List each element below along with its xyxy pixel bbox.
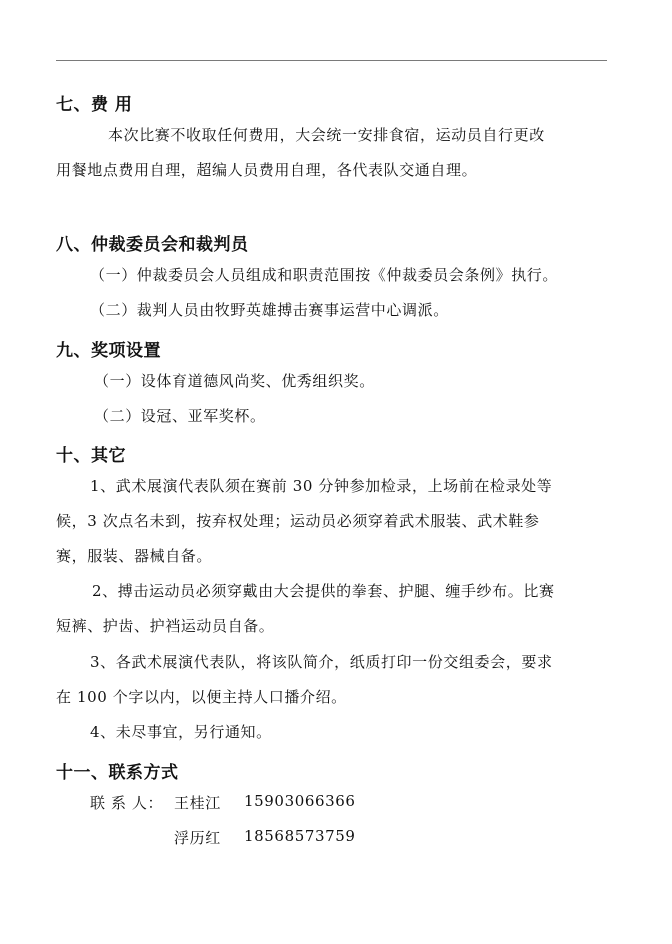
contact-label: 联 系 人： [90,794,164,812]
others-line-1: 1、武术展演代表队须在赛前 30 分钟参加检录，上场前在检录处等 [90,477,553,495]
arbitration-line-1: （一）仲裁委员会人员组成和职责范围按《仲裁委员会条例》执行。 [90,266,559,284]
section-heading-others: 十、其它 [56,446,126,466]
section-heading-awards: 九、奖项设置 [56,341,161,361]
contact-phone-2: 18568573759 [244,827,356,845]
others-line-5: 短裤、护齿、护裆运动员自备。 [56,617,275,635]
others-line-3: 赛，服装、器械自备。 [56,547,213,565]
others-line-4: 2、搏击运动员必须穿戴由大会提供的拳套、护腿、缠手纱布。比赛 [92,582,555,600]
others-line-7: 在 100 个字以内，以便主持人口播介绍。 [56,688,347,706]
awards-line-1: （一）设体育道德风尚奖、优秀组织奖。 [94,372,375,390]
contact-name-1: 王桂江 [174,794,221,812]
others-line-6: 3、各武术展演代表队，将该队简介，纸质打印一份交组委会，要求 [90,653,553,671]
fees-line-2: 用餐地点费用自理，超编人员费用自理，各代表队交通自理。 [56,161,478,179]
contact-phone-1: 15903066366 [244,792,356,810]
arbitration-line-2: （二）裁判人员由牧野英雄搏击赛事运营中心调派。 [90,301,449,319]
awards-line-2: （二）设冠、亚军奖杯。 [94,407,266,425]
others-line-2: 候，3 次点名未到，按弃权处理；运动员必须穿着武术服装、武术鞋参 [56,512,540,530]
contact-name-2: 浮历红 [174,829,221,847]
section-heading-contact: 十一、联系方式 [56,763,179,783]
others-line-8: 4、未尽事宜，另行通知。 [90,723,272,741]
header-rule [56,60,607,61]
section-heading-fees: 七、费 用 [56,95,133,115]
fees-line-1: 本次比赛不收取任何费用，大会统一安排食宿，运动员自行更改 [108,126,545,144]
section-heading-arbitration: 八、仲裁委员会和裁判员 [56,235,249,255]
